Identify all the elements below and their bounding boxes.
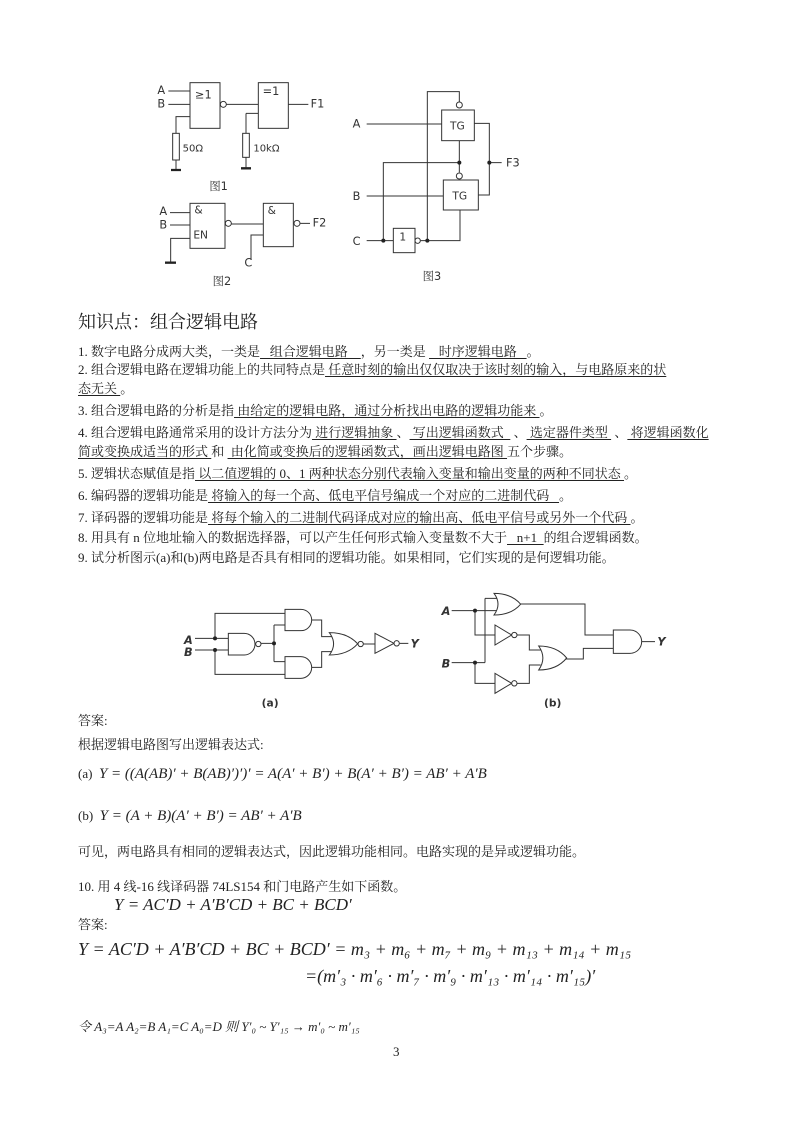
answer-blank: 进行逻辑抽象 <box>312 425 397 440</box>
figb-label-a: A <box>441 604 451 618</box>
page-number: 3 <box>393 1044 400 1059</box>
figb-label-b: B <box>441 656 451 671</box>
question-2: 2. 组合逻辑电路在逻辑功能上的共同特点是 任意时刻的输出仅仅取决于该时刻的输入，与电路原来的状 <box>78 362 667 377</box>
nor-gate-a <box>329 633 357 655</box>
figb-output-label: Y <box>657 634 666 649</box>
question-9: 9. 试分析图示(a)和(b)两电路是否具有相同的逻辑功能。如果相同，它们实现的是何逻辑功能。 <box>78 550 615 565</box>
resistor-50 <box>173 133 180 160</box>
fig1-label-a: A <box>157 83 166 97</box>
nand-gate-a1 <box>228 633 255 655</box>
figure-1 <box>157 83 324 193</box>
question-7: 7. 译码器的逻辑功能是 将每个输入的二进制代码译成对应的输出高、低电平信号或另外一个代码 。 <box>78 510 644 525</box>
fig3-tg2-label: TG <box>452 189 468 203</box>
or-gate-b2 <box>539 646 567 670</box>
answer-10-line-1: Y = AC′D + A′B′CD + BC + BCD′ = m₃ + m₆ + m₇ + m₉ + m₁₃ + m₁₄ + m₁₅ <box>78 939 632 959</box>
section-heading: 知识点：组合逻辑电路 <box>78 312 258 333</box>
answer-10-line-3: 令 A₃=A A₂=B A₁=C A₀=D 则 Y′₀ ~ Y′₁₅ → m′₀ ~ m′₁₅ <box>78 1019 360 1034</box>
question-6: 6. 编码器的逻辑功能是 将输入的每一个高、低电平信号编成一个对应的二进制代码 。 <box>78 488 573 503</box>
answer-blank: 将输入的每一个高、低电平信号编成一个对应的二进制代码 <box>208 488 560 503</box>
answer-blank: 将逻辑函数化 <box>627 425 709 440</box>
figa-label-a: A <box>184 633 193 647</box>
question-4-cont: 简或变换成适当的形式 和 由化简或变换后的逻辑函数式，画出逻辑电路图 五个步骤。 <box>78 444 573 459</box>
fig2-label-b: B <box>159 217 168 232</box>
fig2-gate2-label: & <box>267 204 276 217</box>
inverter-a <box>375 633 394 653</box>
answer-label: 答案: <box>78 713 108 728</box>
fig1-gate2-label: =1 <box>262 84 280 98</box>
fig2-en-label: EN <box>193 228 209 242</box>
question-10: 10. 用 4 线-16 线译码器 74LS154 和门电路产生如下函数。 <box>78 879 407 894</box>
figure-3 <box>353 92 520 283</box>
fig1-r2-label: 10kΩ <box>253 143 280 155</box>
fig3-caption: 图3 <box>422 269 442 283</box>
inverter-b1 <box>495 625 512 645</box>
answer-blank: 由给定的逻辑电路，通过分析找出电路的逻辑功能来 <box>234 403 540 418</box>
question-8: 8. 用具有 n 位地址输入的数据选择器，可以产生任何形式输入变量数不大于 n+1 的组合逻辑函数。 <box>78 530 648 545</box>
figa-label-b: B <box>184 645 193 659</box>
question-4: 4. 组合逻辑电路通常采用的设计方法分为 进行逻辑抽象 、 写出逻辑函数式 、 选定器件类型 、 将逻辑函数化 <box>78 425 709 440</box>
fig2-caption: 图2 <box>212 274 232 288</box>
answer-10-line-2: =(m′₃ · m′₆ · m′₇ · m′₉ · m′₁₃ · m′₁₄ · m′₁₅)′ <box>305 966 596 986</box>
answer-blank: 以二值逻辑的 0、1 两种状态分别代表输入变量和输出变量的两种不同状态 <box>195 466 625 481</box>
answer-blank: 态无关 <box>78 381 121 396</box>
fig1-gate1-label: ≥1 <box>195 87 212 102</box>
and-gate-b <box>613 630 641 653</box>
circuit-figures-a-b <box>170 580 690 715</box>
answer-blank: 时序逻辑电路 <box>429 344 527 359</box>
fig2-output-label: F2 <box>312 215 327 230</box>
answer-blank: 写出逻辑函数式 <box>409 425 511 440</box>
fig3-label-b: B <box>352 189 361 203</box>
fig3-label-a: A <box>352 116 361 131</box>
answer-blank: 简或变换成适当的形式 <box>78 444 212 459</box>
fig1-r1-label: 50Ω <box>182 143 204 155</box>
answer-blank: 由化简或变换后的逻辑函数式，画出逻辑电路图 <box>227 444 508 459</box>
figa-output-label: Y <box>410 636 419 651</box>
figb-caption: (b) <box>544 696 562 710</box>
question-1: 1. 数字电路分成两大类，一类是 组合逻辑电路 ，另一类是 时序逻辑电路 。 <box>78 344 540 359</box>
circuit-figures-1-2-3 <box>140 70 540 290</box>
fig1-output-label: F1 <box>310 96 325 111</box>
fig2-gate1-label: & <box>194 203 203 217</box>
figure-2 <box>159 203 326 288</box>
expression-a: (a) Y = ((A(AB)′ + B(AB)′)′)′ = A(A′ + B′) + B(A′ + B′) = AB′ + A′B <box>78 766 487 782</box>
answer-blank: 任意时刻的输出仅仅取决于该时刻的输入，与电路原来的状 <box>325 362 667 377</box>
figa-caption: (a) <box>261 696 279 710</box>
fig1-label-b: B <box>157 96 166 111</box>
and-gate-a3 <box>285 657 312 679</box>
question-10-expression: Y = AC′D + A′B′CD + BC + BCD′ <box>114 895 352 914</box>
and-gate-a2 <box>285 609 312 630</box>
answer-label-10: 答案: <box>78 917 108 932</box>
question-2-cont: 态无关 。 <box>78 381 134 396</box>
fig3-output-label: F3 <box>506 155 520 170</box>
answer-blank: 组合逻辑电路 <box>260 344 361 359</box>
resistor-10k <box>243 133 250 157</box>
figure-a <box>183 609 421 709</box>
or-gate-b1 <box>494 593 521 615</box>
figure-b <box>441 593 668 709</box>
answer-conclusion: 可见，两电路具有相同的逻辑表达式，因此逻辑功能相同。电路实现的是异或逻辑功能。 <box>78 844 586 859</box>
answer-blank: 将每个输入的二进制代码译成对应的输出高、低电平信号或另外一个代码 <box>208 510 631 525</box>
fig2-label-c: C <box>244 255 253 270</box>
answer-intro: 根据逻辑电路图写出逻辑表达式: <box>78 737 264 752</box>
expression-b: (b) Y = (A + B)(A′ + B′) = AB′ + A′B <box>78 808 302 824</box>
question-3: 3. 组合逻辑电路的分析是指 由给定的逻辑电路，通过分析找出电路的逻辑功能来 。 <box>78 403 553 418</box>
fig1-caption: 图1 <box>209 179 228 193</box>
answer-blank: n+1 <box>507 530 544 545</box>
fig3-tg1-label: TG <box>450 119 465 133</box>
fig2-label-a: A <box>159 204 168 218</box>
inverter-b2 <box>495 673 512 693</box>
answer-blank: 选定器件类型 <box>526 425 612 440</box>
fig3-inv-label: 1 <box>399 230 407 244</box>
question-5: 5. 逻辑状态赋值是指 以二值逻辑的 0、1 两种状态分别代表输入变量和输出变量的两种不同状态 。 <box>78 466 638 481</box>
fig3-label-c: C <box>352 234 361 248</box>
